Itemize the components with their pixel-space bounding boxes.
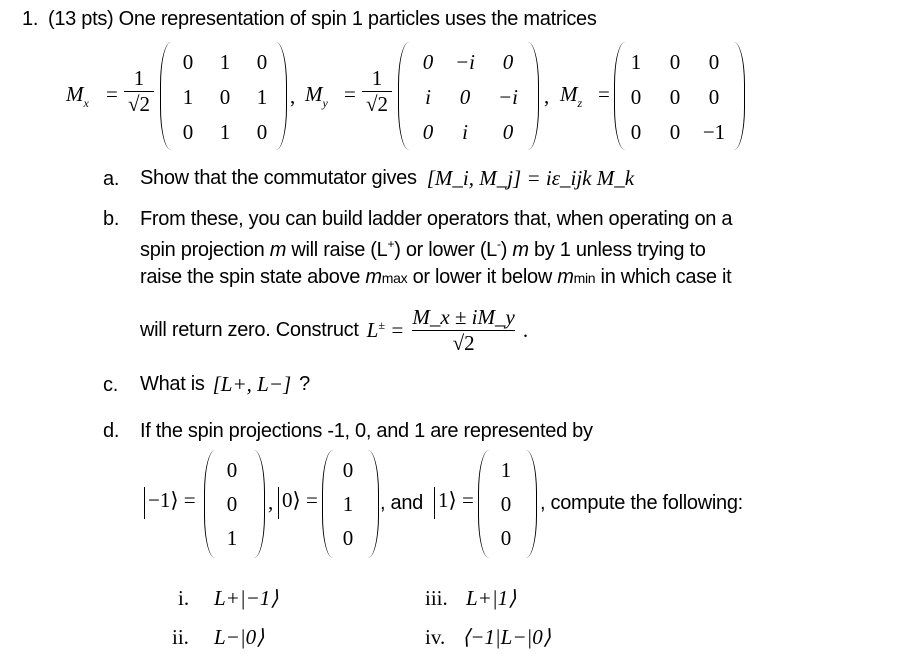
paren-right (526, 450, 537, 558)
part-b-marker: b. (103, 208, 120, 230)
comma: , (268, 490, 274, 514)
cell: 0 (669, 85, 681, 109)
cell: 0 (502, 50, 514, 74)
cell: −i (497, 85, 518, 109)
cell: 1 (219, 120, 231, 144)
cell: 1 (182, 85, 194, 109)
mz-label: $M_z$ (560, 82, 583, 110)
cell: −i (454, 50, 475, 74)
ladder-operator-symbol: L± = (366, 317, 405, 342)
ladder-operator-fraction: $\frac{M\_x \pm iM\_y}{√2}$ (412, 304, 515, 355)
cell: 0 (342, 458, 354, 482)
comma: , (544, 84, 550, 108)
part-d-text: If the spin projections -1, 0, and 1 are represented by (140, 420, 593, 442)
item-ii-marker: ii. (172, 625, 189, 649)
cell: 0 (630, 85, 642, 109)
equals: = (106, 82, 118, 106)
item-iv-expr: ⟨−1|L−|0⟩ (462, 625, 551, 649)
cell: 1 (630, 50, 642, 74)
period: . (522, 317, 529, 342)
part-c-text: What is (140, 373, 205, 395)
cell: 0 (708, 85, 720, 109)
part-d-marker: d. (103, 420, 120, 442)
part-a-marker: a. (103, 168, 120, 190)
part-c-line (140, 372, 310, 397)
cell: 1 (219, 50, 231, 74)
item-iii-expr: L+|1⟩ (466, 586, 517, 610)
part-b-line4-row (140, 298, 528, 362)
cell: 0 (219, 85, 231, 109)
part-a-line (140, 166, 634, 191)
part-c-marker: c. (103, 374, 118, 396)
cell: 0 (502, 120, 514, 144)
cell: 1 (342, 492, 354, 516)
prefactor: $\frac{1}{√2}$ (124, 66, 154, 117)
problem-title: (13 pts) One representation of spin 1 particles uses the matrices (48, 8, 597, 30)
part-d-tail: , compute the following: (540, 492, 743, 514)
part-b-line3: raise the spin state above mmax or lower it below mmin in which case it (140, 266, 732, 288)
ket-bar (144, 487, 145, 519)
item-i-marker: i. (178, 586, 190, 610)
item-i-expr: L+|−1⟩ (214, 586, 279, 610)
ket-label: 0⟩ = (282, 488, 318, 512)
cell: 0 (256, 50, 268, 74)
cell: 0 (708, 50, 720, 74)
ket-bar (434, 487, 435, 519)
ket-label: −1⟩ = (148, 488, 196, 512)
cell: 0 (500, 492, 512, 516)
my-label: $M_y$ (305, 82, 328, 110)
cell: 1 (256, 85, 268, 109)
cell: 0 (256, 120, 268, 144)
cell: 1 (500, 458, 512, 482)
item-ii-expr: L−|0⟩ (214, 625, 265, 649)
item-iv-marker: iv. (425, 625, 446, 649)
cell: 0 (226, 492, 238, 516)
paren-right (276, 42, 287, 150)
cell: 0 (182, 50, 194, 74)
comma: , (290, 84, 296, 108)
equals: = (598, 82, 610, 106)
part-b-line2: spin projection m will raise (L+) or lower (L-) m by 1 unless trying to (140, 237, 706, 261)
part-b-line4: will return zero. Construct (140, 318, 359, 341)
part-c-end: ? (299, 373, 310, 395)
and-text: , and (380, 492, 423, 514)
cell: i (425, 85, 431, 109)
cell: i (462, 120, 468, 144)
equals: = (344, 82, 356, 106)
paren-right (254, 450, 265, 558)
mx-label: $M_x$ (66, 82, 89, 110)
cell: 0 (459, 85, 471, 109)
part-c-formula: [L+, L−] (212, 372, 292, 396)
ket-bar (278, 487, 279, 519)
paren-right (734, 42, 745, 150)
item-iii-marker: iii. (425, 586, 448, 610)
cell: 0 (226, 458, 238, 482)
ket-label: 1⟩ = (438, 488, 474, 512)
problem-number: 1. (22, 8, 39, 30)
cell: 0 (182, 120, 194, 144)
part-a-formula: [M_i, M_j] = iε_ijk M_k (426, 166, 635, 190)
cell: 0 (422, 50, 434, 74)
part-a-text: Show that the commutator gives (140, 167, 417, 189)
cell: 0 (630, 120, 642, 144)
cell: 0 (342, 526, 354, 550)
cell: −1 (702, 120, 726, 144)
cell: 0 (500, 526, 512, 550)
prefactor: $\frac{1}{√2}$ (362, 66, 392, 117)
cell: 1 (226, 526, 238, 550)
paren-right (528, 42, 539, 150)
cell: 0 (669, 120, 681, 144)
cell: 0 (422, 120, 434, 144)
part-b-line1: From these, you can build ladder operators that, when operating on a (140, 208, 733, 230)
cell: 0 (669, 50, 681, 74)
paren-right (368, 450, 379, 558)
